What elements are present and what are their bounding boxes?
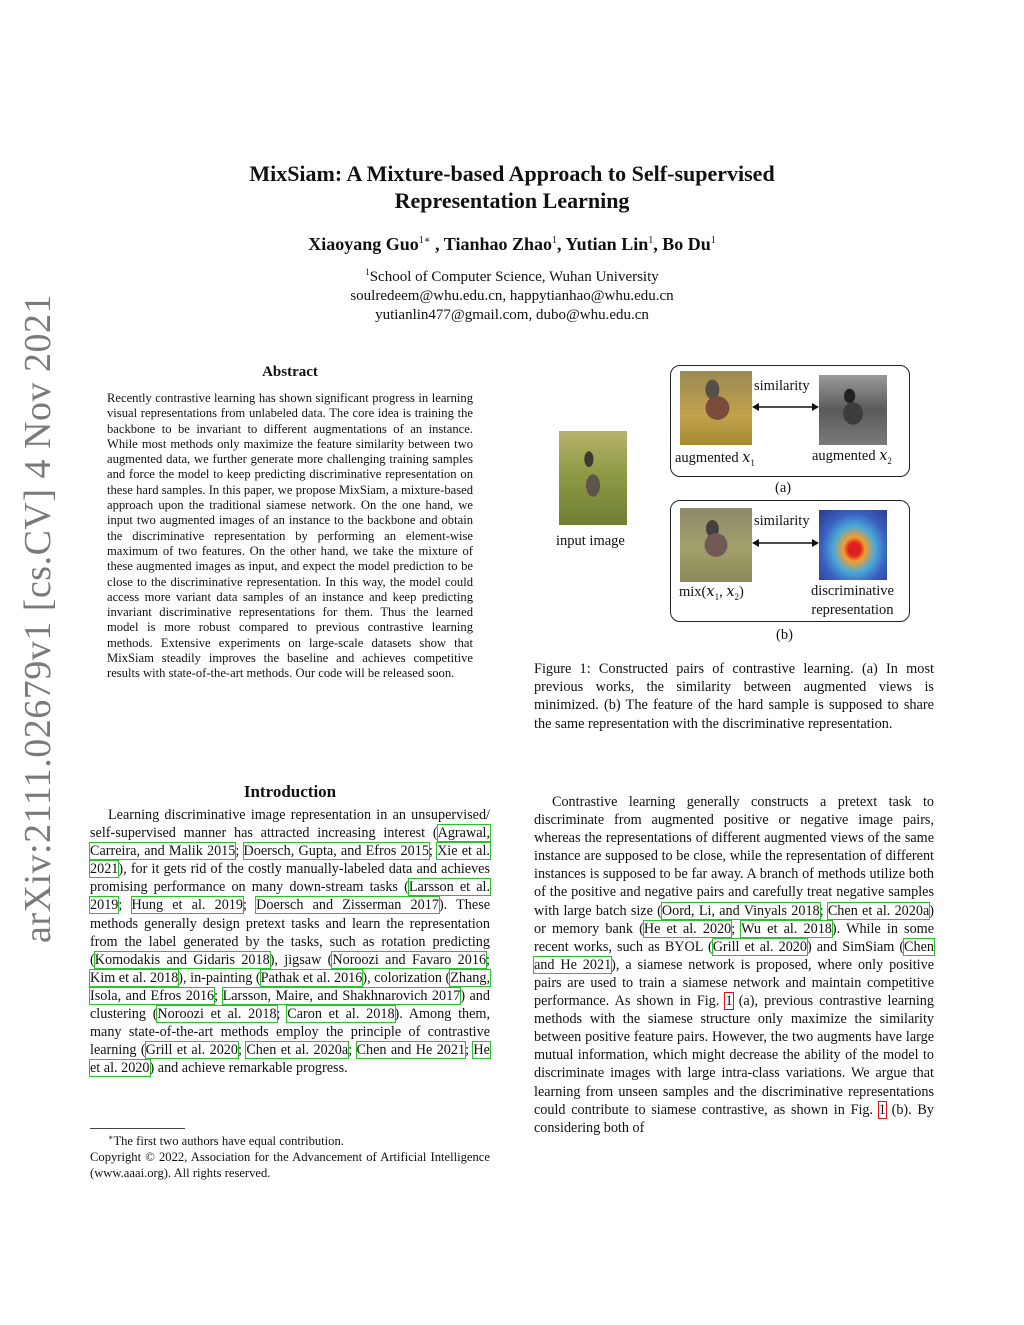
figure-ref-link[interactable]: 1: [878, 1101, 886, 1118]
citation-link[interactable]: Komodakis and Gidaris 2018: [94, 951, 270, 968]
augmented-image-2: [819, 375, 887, 445]
footnote-mark: ∗: [108, 1133, 114, 1142]
copyright-notice: Copyright © 2022, Association for the Advancement of Artificial Intelligence (www.aaai.org). All rights reserved.: [90, 1149, 490, 1180]
arxiv-stamp: arXiv:2111.02679v1 [cs.CV] 4 Nov 2021: [17, 294, 59, 943]
authors: [120, 234, 904, 255]
panel-a-label: (a): [775, 480, 792, 496]
augmented-x2-label: augmented 𝑥$_2$: [812, 448, 892, 466]
citation-link[interactable]: Grill et al. 2020: [712, 938, 807, 955]
figure-caption: Figure 1: Constructed pairs of contrastive learning. (a) In most previous works, the similarity between augmented views is minimized. (b) The feature of the hard sample is supposed to share the same representation with the discriminative representation.: [534, 661, 934, 732]
input-image-label: input image: [556, 533, 625, 549]
introduction-body: Learning discriminative image representation in an unsupervised/ self-supervised manner has attracted increasing interest (Agrawal, Carreira, and Malik 2015; Doersch, Gupta, and Efros 2015; Xie et al. 2021), for it gets rid of the costly manually-labeled data and achieves promising performance on many down-stream tasks (Larsson et al. 2019; Hung et al. 2019; Doersch and Zisserman 2017). These methods generally design pretext tasks and learn the representation from the label generated by the tasks, such as rotation predicting (Komodakis and Gidaris 2018), jigsaw (Noroozi and Favaro 2016; Kim et al. 2018), in-painting (Pathak et al. 2016), colorization (Zhang, Isola, and Efros 2016; Larsson, Maire, and Shakhnarovich 2017) and clustering (Noroozi et al. 2018; Caron et al. 2018). Among them, many state-of-the-art methods employ the principle of contrastive learning (Grill et al. 2020; Chen et al. 2020a; Chen and He 2021; He et al. 2020) and achieve remarkable progress.: [90, 807, 491, 1077]
footnote-rule: [90, 1128, 185, 1129]
introduction-heading: Introduction: [243, 782, 337, 801]
citation-link[interactable]: Oord, Li, and Vinyals 2018: [661, 902, 820, 919]
citation-link[interactable]: Doersch and Zisserman 2017: [256, 897, 439, 914]
citation-link[interactable]: Hung et al. 2019: [131, 897, 243, 914]
author-4: , Bo Du: [653, 234, 711, 254]
author-1: Xiaoyang Guo: [308, 234, 419, 254]
affiliation-school: School of Computer Science, Wuhan University: [369, 269, 659, 285]
citation-link[interactable]: Noroozi et al. 2018: [157, 1006, 277, 1023]
affiliation-sup: 1: [365, 267, 370, 277]
augmented-x1-label: augmented 𝑥$_1$: [675, 450, 755, 468]
similarity-arrow-a: [752, 400, 819, 412]
author-2: , Tianhao Zhao: [430, 234, 552, 254]
discriminative-label: discriminative representation: [811, 583, 894, 618]
footnote-text: The first two authors have equal contribution.: [113, 1134, 344, 1149]
mixed-image: [680, 508, 752, 582]
citation-link[interactable]: He et al. 2020: [643, 920, 732, 937]
affiliation-emails-2: yutianlin477@gmail.com, dubo@whu.edu.cn: [375, 307, 649, 323]
citation-link[interactable]: Agrawal, Carreira, and Malik 2015: [90, 825, 490, 860]
citation-link[interactable]: Doersch, Gupta, and Efros 2015: [243, 843, 429, 860]
discriminative-heatmap: [819, 510, 887, 580]
paper-title: [120, 160, 904, 214]
citation-link[interactable]: Chen et al. 2020a: [827, 902, 930, 919]
citation-link[interactable]: Chen et al. 2020a: [246, 1042, 349, 1059]
mix-label: mix(𝑥$_1$, 𝑥$_2$): [679, 584, 744, 602]
citation-link[interactable]: Caron et al. 2018: [287, 1006, 395, 1023]
abstract-heading: Abstract: [262, 364, 318, 380]
author-3-sup: 1: [648, 235, 654, 246]
author-4-sup: 1: [710, 235, 716, 246]
footnote: [90, 1130, 490, 1181]
figure-1: [540, 360, 940, 650]
right-column-body: Contrastive learning generally constructs a pretext task to discriminate from augmented positive or negative image pairs, whereas the representations of different augmented views of the same instance are supposed to be close, while the representation of different instances is supposed to be far away. A branch of methods utilize both of the positive and negative pairs and carefully treat negative samples with large batch size (Oord, Li, and Vinyals 2018; Chen et al. 2020a) or memory bank (He et al. 2020; Wu et al. 2018). While in some recent works, such as BYOL (Grill et al. 2020) and SimSiam (Chen and He 2021), a siamese network is proposed, where only positive pairs are used to train a siamese network and maintain competitive performance. As shown in Fig. 1 (a), previous contrastive learning methods with the siamese structure only maximize the similarity between positive feature pairs. However, the two augments have large mutual information, which might decrease the ability of the model to discriminate images with large intra-class variations. We argue that learning from unseen samples and the discriminative representations could contribute to siamese contrastive, as shown in Fig. 1 (b). By considering both of: [534, 794, 935, 1136]
citation-link[interactable]: Chen and He 2021: [534, 938, 934, 973]
citation-link[interactable]: Larsson, Maire, and Shakhnarovich 2017: [222, 987, 461, 1004]
panel-b-label: (b): [776, 627, 793, 643]
similarity-label-a: similarity: [754, 378, 810, 394]
author-2-sup: 1: [552, 235, 557, 246]
similarity-arrow-b: [752, 536, 819, 548]
citation-link[interactable]: Kim et al. 2018: [90, 969, 179, 986]
citation-link[interactable]: Zhang, Isola, and Efros 2016: [90, 969, 491, 1004]
figure-ref-link[interactable]: 1: [725, 993, 733, 1010]
author-1-sup: 1∗: [418, 235, 431, 246]
citation-link[interactable]: Grill et al. 2020: [145, 1042, 238, 1059]
input-image: [559, 431, 627, 525]
affiliation-emails-1: soulredeem@whu.edu.cn, happytianhao@whu.edu.cn: [350, 288, 674, 304]
affiliation: [120, 263, 904, 325]
citation-link[interactable]: Larsson et al. 2019: [90, 879, 490, 914]
title-line-1: MixSiam: A Mixture-based Approach to Self-supervised: [249, 161, 775, 186]
similarity-label-b: similarity: [754, 513, 810, 529]
citation-link[interactable]: Xie et al. 2021: [90, 843, 490, 878]
abstract-body: Recently contrastive learning has shown significant progress in learning visual representations from unlabeled data. The core idea is training the backbone to be invariant to different augmentations of an instance. While most methods only maximize the feature similarity between two augmented data, we further generate more challenging training samples and force the model to keep predicting discriminative representation on these hard samples. In this paper, we propose MixSiam, a mixture-based approach upon the traditional siamese network. On the one hand, we input two augmented images of an instance to the backbone and obtain the discriminative representation by performing an element-wise maximum of two features. On the other hand, we take the mixture of these augmented images as input, and expect the model prediction to be close to the discriminative representation. In this way, the model could access more variant data samples of an instance and keep predicting invariant discriminative representations for them. Thus the learned model is more robust compared to previous contrastive learning methods. Extensive experiments on large-scale datasets show that MixSiam steadily improves the baseline and achieves competitive results with state-of-the-art methods. Our code will be released soon.: [107, 391, 473, 681]
title-line-2: Representation Learning: [394, 188, 630, 213]
citation-link[interactable]: Pathak et al. 2016: [260, 969, 363, 986]
citation-link[interactable]: Noroozi and Favaro 2016: [332, 951, 487, 968]
author-3: , Yutian Lin: [557, 234, 649, 254]
citation-link[interactable]: Wu et al. 2018: [741, 920, 832, 937]
augmented-image-1: [680, 371, 752, 445]
citation-link[interactable]: Chen and He 2021: [356, 1042, 466, 1059]
citation-link[interactable]: He et al. 2020: [90, 1042, 490, 1077]
